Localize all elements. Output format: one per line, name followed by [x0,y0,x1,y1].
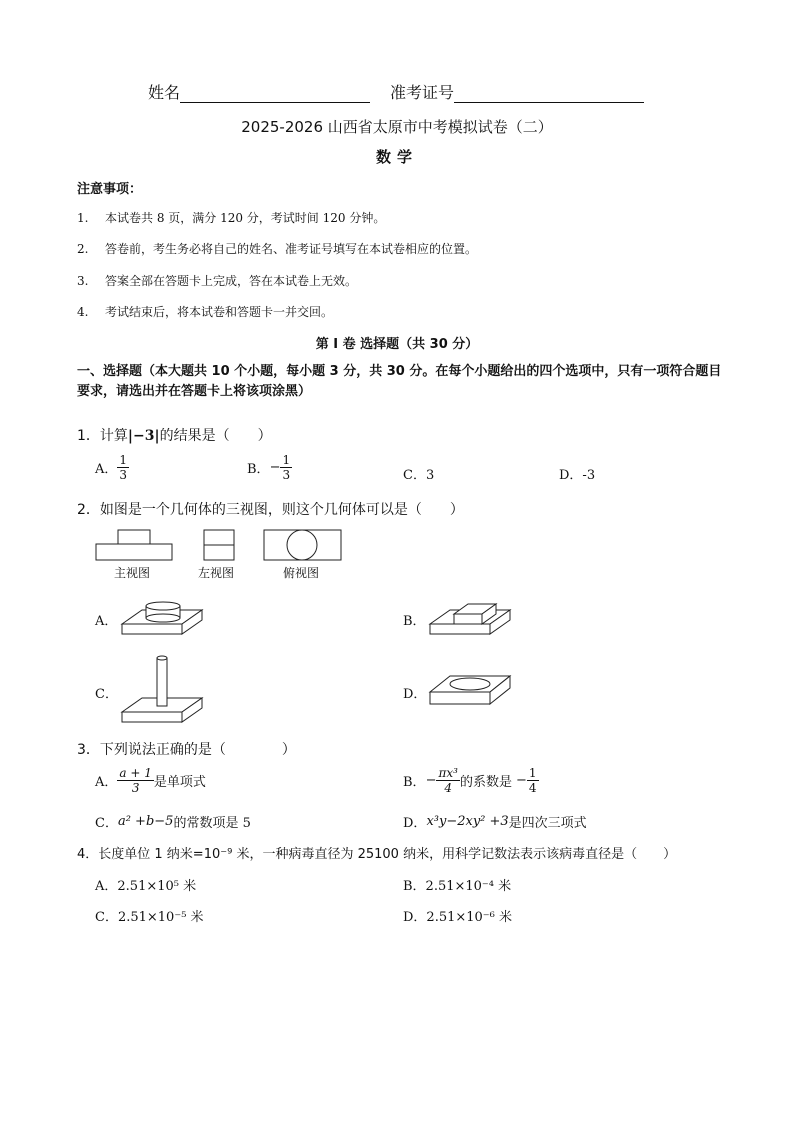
option-label: B． [403,775,426,790]
solid-option-a-icon [118,596,208,638]
denominator: 3 [131,781,140,795]
question-1-option-b [247,453,292,482]
exam-title: 2025-2026 山西省太原市中考模拟试卷（二） [241,118,553,136]
question-4-option-a: A．2.51×10⁵ 米 [95,879,197,894]
question-4-option-d: D．2.51×10⁻⁶ 米 [403,910,513,925]
option-label: D． [403,816,427,831]
note-text: 答卷前，考生务必将自己的姓名、准考证号填写在本试卷相应的位置。 [105,242,478,256]
option-text: 的系数是 [459,775,512,790]
name-label: 姓名 [148,83,181,102]
numerator: a + 1 [119,766,152,780]
question-3-stem: 3．下列说法正确的是（ ） [77,742,296,758]
question-4-stem: 4．长度单位 1 纳米=10⁻⁹ 米，一种病毒直径为 25100 纳米，用科学记数法表示该病毒直径是（ ） [77,847,677,862]
note-number: 2. [77,242,89,256]
top-view-label: 俯视图 [283,566,320,580]
note-number: 3. [77,274,89,288]
left-view-label: 左视图 [198,566,235,580]
question-2-option-d: D． [403,687,427,702]
question-1-option-d: D．-3 [559,468,596,483]
exam-number-blank [454,84,644,103]
numerator: 1 [282,453,291,467]
question-3-option-c [95,812,251,831]
math-expression: a² +b−5 [117,814,174,829]
note-number: 4. [77,305,89,319]
note-number: 1. [77,211,89,225]
fraction [436,766,459,795]
notes-heading: 注意事项： [77,182,143,197]
top-view-box [264,530,341,560]
math-expression: |−3| [127,428,160,444]
candidate-info-line [148,80,644,103]
fraction [117,766,153,795]
question-3-option-b [403,766,539,795]
minus-sign: − [515,773,527,788]
subject-title: 数学 [375,148,418,166]
numerator: πx³ [438,766,458,780]
solid-option-c-icon [118,654,208,726]
option-label: A． [95,775,118,790]
question-2-option-a: A． [95,614,118,629]
question-text: 1．计算 [77,428,128,444]
front-view-base [96,544,172,560]
option-label: B． [247,462,270,477]
question-2-stem: 2．如图是一个几何体的三视图，则这个几何体可以是（ ） [77,502,464,518]
question-2-option-b: B． [403,614,426,629]
numerator: 1 [119,453,128,467]
fraction [527,766,539,795]
question-1-option-c: C．3 [403,468,435,483]
front-view-label: 主视图 [114,566,151,580]
option-text: 是四次三项式 [508,816,587,831]
name-blank [180,84,370,103]
fraction [117,453,129,482]
question-4-option-c: C．2.51×10⁻⁵ 米 [95,910,204,925]
note-text: 答案全部在答题卡上完成，答在本试卷上无效。 [105,274,358,288]
question-text: 的结果是（ ） [159,428,272,444]
note-text: 本试卷共 8 页，满分 120 分，考试时间 120 分钟。 [105,211,386,225]
question-4-option-b: B．2.51×10⁻⁴ 米 [403,879,512,894]
option-text: 的常数项是 5 [173,816,251,831]
exam-number-label: 准考证号 [390,83,455,102]
option-label: A． [95,462,118,477]
fraction [280,453,292,482]
minus-sign: − [425,773,437,788]
minus-sign: − [269,460,281,475]
math-expression: x³y−2xy² +3 [426,814,509,829]
note-item [77,209,385,226]
note-item [77,240,477,257]
question-1-option-a [95,453,129,482]
numerator: 1 [528,766,537,780]
question-3-option-a [95,766,206,795]
three-views-figure [94,528,354,564]
question-1-stem [77,425,272,445]
section-instructions: 一、选择题（本大题共 10 个小题，每小题 3 分，共 30 分。在每个小题给出的四个选项中，只有一项符合题目要求，请选出并在答题卡上将该项涂黑） [77,364,722,399]
section-title: 第 I 卷 选择题（共 30 分） [315,337,479,352]
option-text: 是单项式 [153,775,206,790]
option-label: C． [95,816,118,831]
front-view-top [118,530,150,544]
solid-option-d-icon [426,668,516,710]
denominator: 4 [444,781,453,795]
note-item [77,272,357,289]
solid-option-b-icon [426,596,516,638]
denominator: 3 [119,468,128,482]
note-text: 考试结束后，将本试卷和答题卡一并交回。 [105,305,334,319]
top-view-circle [287,530,317,560]
question-2-option-c: C． [95,687,118,702]
question-3-option-d [403,812,587,831]
denominator: 4 [528,781,537,795]
note-item [77,303,333,320]
denominator: 3 [282,468,291,482]
